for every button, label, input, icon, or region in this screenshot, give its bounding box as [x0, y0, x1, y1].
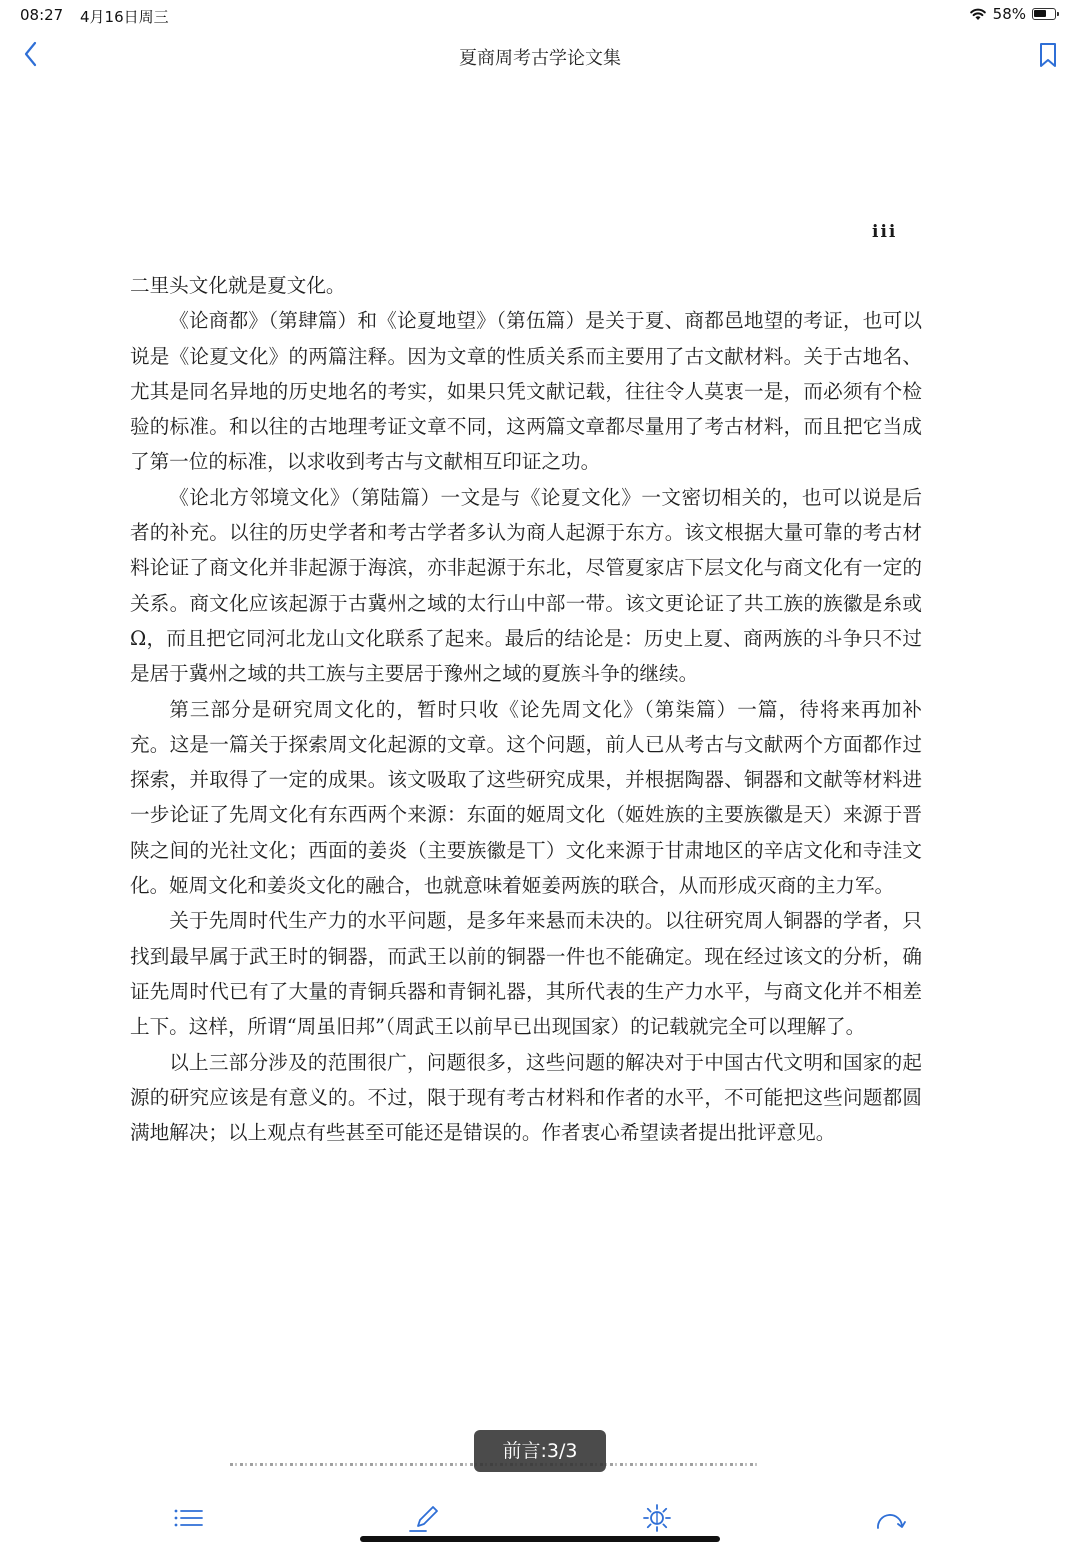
- status-date: 4月16日周三: [80, 8, 169, 26]
- bookmark-icon: [1034, 38, 1062, 72]
- paragraph-3: 《论北方邻境文化》（第陆篇）一文是与《论夏文化》一文密切相关的，也可以说是后者的补充。以往的历史学者和考古学者多认为商人起源于东方。该文根据大量可靠的考古材料论证了商文化并非起源于海滨，亦非起源于东北，尽管夏家店下层文化与商文化有一定的关系。商文化应该起源于古冀州之域的太行山中部一带。该文更论证了共工族的族徽是糸或Ω，而且把它同河北龙山文化联系了起来。最后的结论是：历史上夏、商两族的斗争只不过是居于冀州之域的共工族与主要居于豫州之域的夏族斗争的继续。: [130, 485, 922, 686]
- table-of-contents-button[interactable]: [170, 1502, 206, 1534]
- paragraph-4: 第三部分是研究周文化的，暂时只收《论先周文化》（第柒篇）一篇，待将来再加补充。这是一篇关于探索周文化起源的文章。这个问题，前人已从考古与文献两个方面都作过探索，并取得了一定的成果。该文吸取了这些研究成果，并根据陶器、铜器和文献等材料进一步论证了先周文化有东西两个来源：东面的姬周文化（姬姓族的主要族徽是天）来源于晋陕之间的光社文化；西面的姜炎（主要族徽是丅）文化来源于甘肃地区的辛店文化和寺洼文化。姬周文化和姜炎文化的融合，也就意味着姬姜两族的联合，从而形成灭商的主力军。: [130, 697, 922, 898]
- paragraph-2: 《论商都》（第肆篇）和《论夏地望》（第伍篇）是关于夏、商都邑地望的考证，也可以说是《论夏文化》的两篇注释。因为文章的性质关系而主要用了古文献材料。关于古地名、尤其是同名异地的历史地名的考实，如果只凭文献记载，往往令人莫衷一是，而必须有个检验的标准。和以往的古地理考证文章不同，这两篇文章都尽量用了考古材料，而且把它当成了第一位的标准，以求收到考古与文献相互印证之功。: [130, 309, 922, 474]
- paragraph-1: 二里头文化就是夏文化。: [130, 274, 346, 297]
- annotate-button[interactable]: [406, 1502, 442, 1534]
- list-icon: [170, 1502, 206, 1534]
- page-body: [130, 268, 922, 1150]
- rotate-button[interactable]: [872, 1502, 908, 1534]
- brightness-button[interactable]: [639, 1502, 675, 1534]
- paragraph-5: 关于先周时代生产力的水平问题，是多年来悬而未决的。以往研究周人铜器的学者，只找到最早属于武王时的铜器，而武王以前的铜器一件也不能确定。现在经过该文的分析，确证先周时代已有了大量的青铜兵器和青铜礼器，其所代表的生产力水平，与商文化并不相差上下。这样，所谓“周虽旧邦”（周武王以前早已出现国家）的记载就完全可以理解了。: [130, 909, 922, 1039]
- status-bar: [0, 0, 1080, 32]
- page-indicator: 前言:3/3: [474, 1430, 606, 1472]
- status-time: 08:27: [20, 6, 64, 24]
- book-title: 夏商周考古学论文集: [459, 48, 621, 69]
- brightness-icon: [639, 1502, 675, 1534]
- battery-percent: 58%: [992, 5, 1026, 23]
- paragraph-6: 以上三部分涉及的范围很广，问题很多，这些问题的解决对于中国古代文明和国家的起源的研究应该是有意义的。不过，限于现有考古材料和作者的水平，不可能把这些问题都圆满地解决；以上观点有些甚至可能还是错误的。作者衷心希望读者提出批评意见。: [130, 1050, 922, 1145]
- bookmark-button[interactable]: [1034, 38, 1062, 72]
- status-right: [969, 5, 1056, 23]
- nav-bar: [0, 32, 1080, 78]
- bottom-toolbar: [0, 1494, 1080, 1554]
- home-indicator: [360, 1536, 720, 1542]
- page-number: iii: [872, 222, 898, 242]
- pencil-icon: [406, 1502, 442, 1534]
- battery-icon: [1032, 8, 1056, 20]
- rotate-icon: [872, 1502, 908, 1534]
- wifi-icon: [969, 7, 987, 21]
